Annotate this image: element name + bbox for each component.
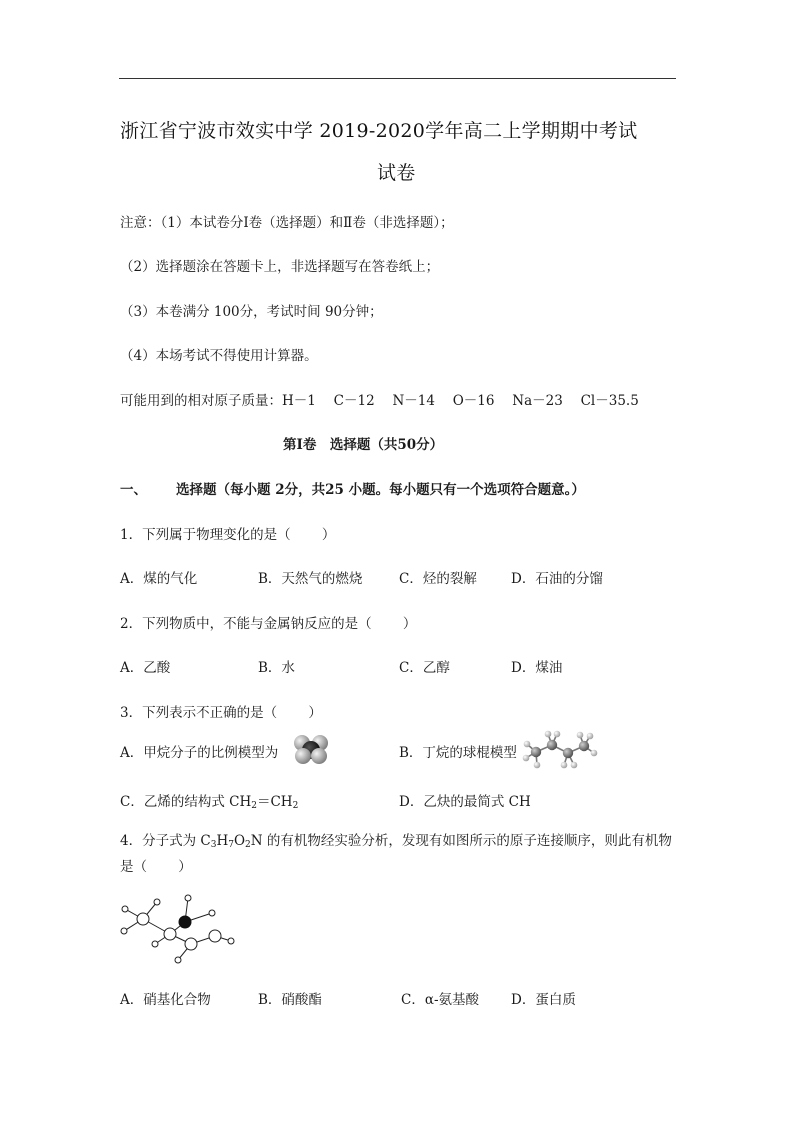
section-title: 第Ⅰ卷 选择题（共50分）: [283, 437, 444, 453]
q2-option-a: A．乙酸: [120, 660, 171, 676]
q3-c-subscript-1: 2: [251, 801, 257, 811]
q4-option-a: A．硝基化合物: [120, 992, 211, 1008]
atom-connection-diagram: [112, 888, 242, 968]
q4-option-c: C．α-氨基酸: [401, 992, 480, 1008]
q3-stem: 3．下列表示不正确的是（ ）: [120, 705, 322, 721]
note-4: （4）本场考试不得使用计算器。: [120, 348, 318, 364]
q1-option-b: B．天然气的燃烧: [258, 571, 363, 587]
butane-ball-and-stick-model: [522, 728, 598, 776]
q4-stem-line2: 是（ ）: [120, 859, 192, 875]
q4-option-d: D．蛋白质: [511, 992, 576, 1008]
q4-formula-o-count: 2: [245, 840, 251, 850]
q4-formula-h-count: 7: [228, 840, 234, 850]
header-rule: [119, 78, 676, 79]
atomic-masses: 可能用到的相对原子质量：H－1 C－12 N－14 O－16 Na－23 Cl－35.5: [120, 393, 639, 409]
q1-option-d: D．石油的分馏: [511, 571, 603, 587]
part-label: 一、: [120, 482, 147, 498]
note-2: （2）选择题涂在答题卡上，非选择题写在答卷纸上；: [120, 259, 440, 275]
q4-formula-o: O: [233, 833, 246, 849]
q4-formula-c-count: 3: [210, 840, 217, 850]
q2-option-b: B．水: [258, 660, 295, 676]
part-description: 选择题（每小题 2分，共25 小题。每小题只有一个选项符合题意。）: [176, 482, 585, 498]
q3-c-subscript-2: 2: [292, 801, 299, 811]
q2-stem: 2．下列物质中，不能与金属钠反应的是（ ）: [120, 616, 417, 632]
q4-stem: [120, 829, 672, 850]
q1-option-a: A．煤的气化: [120, 571, 198, 587]
q3-c-prefix: C．乙烯的结构式 CH: [120, 794, 252, 810]
q3-option-c: [120, 790, 298, 811]
q3-option-b: B．丁烷的球棍模型: [399, 745, 517, 761]
q2-option-c: C．乙醇: [399, 660, 450, 676]
q1-stem: 1．下列属于物理变化的是（ ）: [120, 527, 336, 543]
page-title-line1: 浙江省宁波市效实中学 2019-2020学年高二上学期期中考试: [120, 120, 638, 142]
q3-option-d: D．乙炔的最简式 CH: [399, 794, 531, 810]
q4-stem-suffix: N 的有机物经实验分析，发现有如图所示的原子连接顺序，则此有机物: [250, 833, 672, 849]
page-title-line2: 试卷: [377, 162, 416, 184]
q4-option-b: B．硝酸酯: [258, 992, 322, 1008]
q3-c-mid: ＝CH: [256, 794, 293, 810]
note-3: （3）本卷满分 100分，考试时间 90分钟；: [120, 304, 383, 320]
q3-option-a: A．甲烷分子的比例模型为: [120, 745, 279, 761]
q2-option-d: D．煤油: [511, 660, 563, 676]
note-1: 注意：（1）本试卷分Ⅰ卷（选择题）和Ⅱ卷（非选择题）；: [120, 215, 454, 231]
q4-stem-prefix: 4．分子式为 C: [120, 833, 211, 849]
q4-formula-h: H: [216, 833, 229, 849]
q1-option-c: C．烃的裂解: [399, 571, 477, 587]
methane-space-filling-model: [293, 733, 329, 765]
